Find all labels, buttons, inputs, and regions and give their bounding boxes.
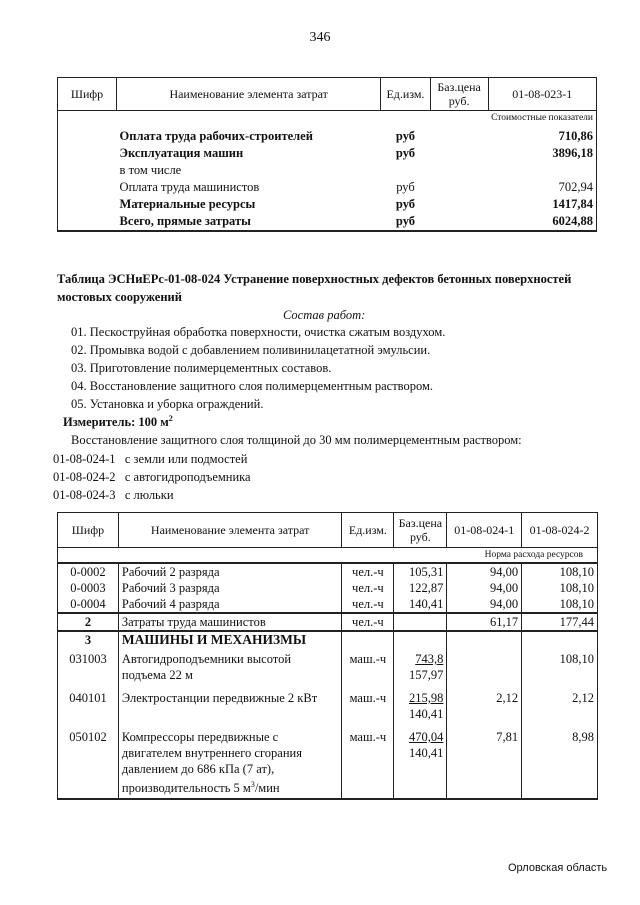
row-price: [394, 613, 447, 631]
row-v2: 108,10: [522, 648, 598, 687]
machine-row: [58, 687, 598, 726]
machine-row: [58, 648, 598, 687]
cost-row: [58, 213, 597, 231]
cost-unit: [381, 162, 430, 179]
cost-row: [58, 196, 597, 213]
col-header-name: Наименование элемента затрат: [118, 513, 342, 548]
col-header-unit: Ед.изм.: [342, 513, 394, 548]
col-header-value: 01-08-023-1: [488, 78, 596, 111]
table-title-line1: Таблица ЭСНиЕРс-01-08-024 Устранение поверхностных дефектов бетонных поверхностей: [57, 272, 572, 286]
row-name: Рабочий 3 разряда: [118, 580, 342, 596]
cost-subheader: Стоимостные показатели: [488, 111, 596, 129]
cost-unit: руб: [395, 129, 416, 143]
cost-value: 3896,18: [488, 145, 596, 162]
row-v2: 8,98: [522, 726, 598, 799]
row-price: [394, 687, 447, 726]
row-v2: 108,10: [522, 580, 598, 596]
row-code: 040101: [58, 687, 119, 726]
worker-row: [58, 580, 598, 596]
region-footer: Орловская область: [508, 862, 608, 874]
resource-table-header: [58, 513, 598, 548]
work-item: 04. Восстановление защитного слоя полимерцементным раствором.: [71, 379, 434, 393]
cost-name: Всего, прямые затраты: [117, 213, 381, 231]
row-v1: 7,81: [447, 726, 522, 799]
row-name: [118, 726, 342, 799]
name-line: подъема 22 м: [121, 668, 193, 682]
row-code: 3: [58, 631, 119, 648]
row-unit: маш.-ч: [342, 726, 394, 799]
row-unit: чел.-ч: [342, 613, 394, 631]
table-title-line2: мостовых сооружений: [57, 290, 182, 304]
name-line: Компрессоры передвижные с: [121, 730, 279, 744]
work-item: 05. Установка и уборка ограждений.: [71, 397, 264, 411]
price-denominator: 140,41: [408, 746, 444, 760]
cost-row: [58, 128, 597, 145]
row-v2: 2,12: [522, 687, 598, 726]
code-line: 01-08-024-1 с земли или подмостей: [53, 452, 248, 466]
code-line: 01-08-024-3 с люльки: [53, 488, 174, 502]
cost-unit: руб: [396, 180, 415, 194]
resource-table: [57, 512, 598, 800]
row-name: [118, 648, 342, 687]
row-v1: [447, 648, 522, 687]
col-header-unit: Ед.изм.: [381, 78, 430, 111]
col-header-price: Баз.цена руб.: [394, 513, 447, 548]
name-line: Автогидроподъемники высотой: [121, 652, 292, 666]
price-numerator: 215,98: [408, 691, 444, 705]
name-line: двигателем внутреннего сгорания: [121, 746, 302, 760]
price-numerator: 743,8: [415, 652, 444, 666]
cost-value: 702,94: [488, 179, 596, 196]
row-v2: 177,44: [522, 613, 598, 631]
price-denominator: 157,97: [408, 668, 444, 682]
col-header-v2: 01-08-024-2: [522, 513, 598, 548]
row-unit: [342, 631, 394, 648]
row-code: 0-0002: [58, 563, 119, 580]
cost-unit: руб: [395, 146, 416, 160]
col-header-name: Наименование элемента затрат: [117, 78, 381, 111]
row-v1: 94,00: [447, 580, 522, 596]
row-unit: маш.-ч: [342, 648, 394, 687]
work-item: 03. Приготовление полимерцементных составов.: [71, 361, 332, 375]
row-code: 031003: [58, 648, 119, 687]
row-v2: [522, 631, 598, 648]
cost-table-header: [58, 78, 597, 111]
page-number: 346: [309, 30, 331, 45]
row-price: 105,31: [394, 563, 447, 580]
row-unit: чел.-ч: [342, 580, 394, 596]
work-composition-header: Состав работ:: [283, 308, 366, 322]
row-name: Рабочий 2 разряда: [118, 563, 342, 580]
row-v2: 108,10: [522, 596, 598, 613]
cost-unit: руб: [381, 213, 430, 231]
row-v1: 94,00: [447, 563, 522, 580]
row-name: Затраты труда машинистов: [118, 613, 342, 631]
name-line: давлением до 686 кПа (7 ат),: [121, 762, 275, 776]
row-code: 0-0003: [58, 580, 119, 596]
machinists-row: [58, 613, 598, 631]
cost-value: 6024,88: [488, 213, 596, 231]
cost-value: [488, 162, 596, 179]
cost-name: Оплата труда рабочих-строителей: [119, 129, 313, 143]
cost-name: в том числе: [119, 163, 182, 177]
code-line: 01-08-024-2 с автогидроподъемника: [53, 470, 251, 484]
cost-unit: руб: [395, 197, 416, 211]
row-price: 140,41: [394, 596, 447, 613]
row-price: 122,87: [394, 580, 447, 596]
price-numerator: 470,04: [408, 730, 444, 744]
row-v2: 108,10: [522, 563, 598, 580]
work-item: 01. Пескоструйная обработка поверхности, очистка сжатым воздухом.: [71, 325, 446, 339]
price-denominator: 140,41: [408, 707, 444, 721]
row-name: Рабочий 4 разряда: [118, 596, 342, 613]
resource-subheader: Норма расхода ресурсов: [58, 548, 598, 564]
col-header-v1: 01-08-024-1: [447, 513, 522, 548]
cost-name: Эксплуатация машин: [119, 146, 244, 160]
machine-row: [58, 726, 598, 799]
row-v1: 61,17: [447, 613, 522, 631]
row-code: 0-0004: [58, 596, 119, 613]
row-price: [394, 631, 447, 648]
col-header-price: Баз.цена руб.: [430, 78, 488, 111]
cost-value: 710,86: [488, 128, 596, 145]
meter-label: Измеритель: 100 $м^2$: [63, 414, 173, 430]
row-name: МАШИНЫ И МЕХАНИЗМЫ: [118, 631, 342, 648]
row-unit: чел.-ч: [342, 596, 394, 613]
cost-name: Оплата труда машинистов: [119, 180, 260, 194]
description: Восстановление защитного слоя толщиной до 30 мм полимерцементным раствором:: [71, 433, 522, 447]
row-v1: [447, 631, 522, 648]
row-unit: маш.-ч: [342, 687, 394, 726]
row-code: 050102: [58, 726, 119, 799]
cost-row: [58, 162, 597, 179]
name-line: Электростанции передвижные 2 кВт: [121, 691, 318, 705]
work-item: 02. Промывка водой с добавлением поливинилацетатной эмульсии.: [71, 343, 431, 357]
row-v1: 2,12: [447, 687, 522, 726]
row-v1: 94,00: [447, 596, 522, 613]
worker-row: [58, 563, 598, 580]
cost-name: Материальные ресурсы: [119, 197, 256, 211]
row-name: [118, 687, 342, 726]
cost-row: [58, 145, 597, 162]
cost-row: [58, 179, 597, 196]
row-code: 2: [58, 613, 119, 631]
cost-value: 1417,84: [488, 196, 596, 213]
name-line: производительность 5 $м^3$/мин: [121, 780, 280, 796]
col-header-code: Шифр: [58, 78, 117, 111]
row-price: [394, 648, 447, 687]
col-header-code: Шифр: [58, 513, 119, 548]
row-unit: чел.-ч: [342, 563, 394, 580]
cost-table: [57, 77, 597, 232]
machines-section-row: [58, 631, 598, 648]
worker-row: [58, 596, 598, 613]
row-price: [394, 726, 447, 799]
